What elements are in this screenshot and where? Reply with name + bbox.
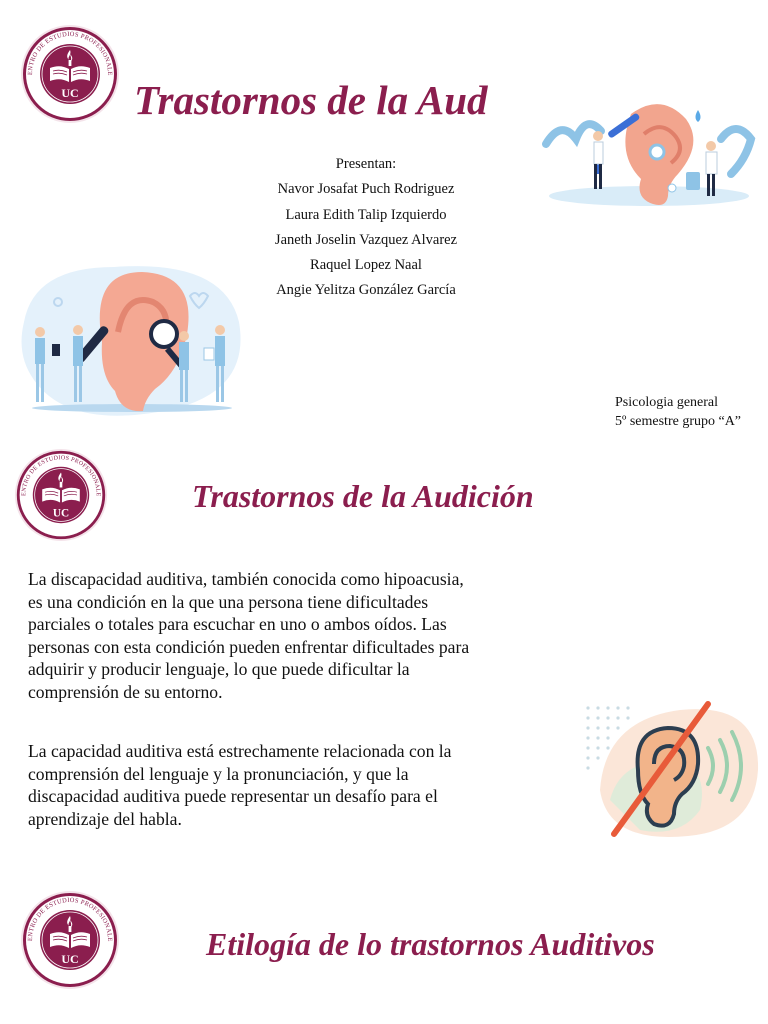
paragraph-capacidad-auditiva (28, 740, 451, 830)
course-group: 5º semestre grupo “A” (615, 414, 742, 429)
seal-ring-text: ENTRO DE ESTUDIOS PROFESIONALE (21, 455, 101, 497)
slide2-title: Trastornos de la Audición (192, 478, 534, 514)
text-line: es una condición en la que una persona tiene dificultades (28, 591, 429, 612)
text-line: comprensión del lenguaje y la pronunciación, y que la (28, 763, 409, 784)
seal-ring-text: ENTRO DE ESTUDIOS PROFESIONALE (26, 896, 114, 942)
presenter-name: Janeth Joselin Vazquez Alvarez (274, 231, 458, 248)
text-line: La capacidad auditiva está estrechamente relacionada con la (28, 741, 452, 761)
college-seal-logo (14, 448, 108, 542)
slide1-title: Trastornos de la Aud (134, 77, 488, 123)
presenter-name: Angie Yelitza González García (276, 282, 456, 299)
presenter-name: Laura Edith Talip Izquierdo (285, 206, 447, 223)
presenter-name: Navor Josafat Puch Rodriguez (277, 181, 455, 198)
text-line: personas con esta condición pueden enfrentar dificultades para (28, 636, 470, 657)
text-line: comprensión de su entorno. (28, 681, 223, 702)
text-line: La discapacidad auditiva, también conocida como hipoacusia, (28, 569, 464, 589)
hearing-care-illustration (14, 262, 250, 422)
course-info (615, 393, 741, 431)
paragraph-hipoacusia (28, 568, 469, 704)
presenters-list (246, 152, 486, 304)
seal-ring-text: ENTRO DE ESTUDIOS PROFESIONALE (26, 30, 114, 76)
text-line: aprendizaje del habla. (28, 808, 182, 829)
presenter-name: Raquel Lopez Naal (310, 257, 422, 274)
ear-exam-illustration (536, 84, 762, 214)
course-name: Psicologia general (615, 395, 719, 410)
presenters-label: Presentan: (335, 156, 397, 172)
slide3-title: Etilogía de lo trastornos Auditivos (206, 926, 655, 962)
text-line: discapacidad auditiva puede representar un desafío para el (28, 786, 438, 807)
college-seal-logo (20, 24, 120, 124)
college-seal-logo (20, 890, 120, 990)
text-line: adquirir y producir lenguaje, lo que puede dificultar la (28, 659, 410, 680)
no-hearing-icon (580, 700, 760, 840)
text-line: parciales o totales para escuchar en uno o ambos oídos. Las (28, 614, 447, 635)
